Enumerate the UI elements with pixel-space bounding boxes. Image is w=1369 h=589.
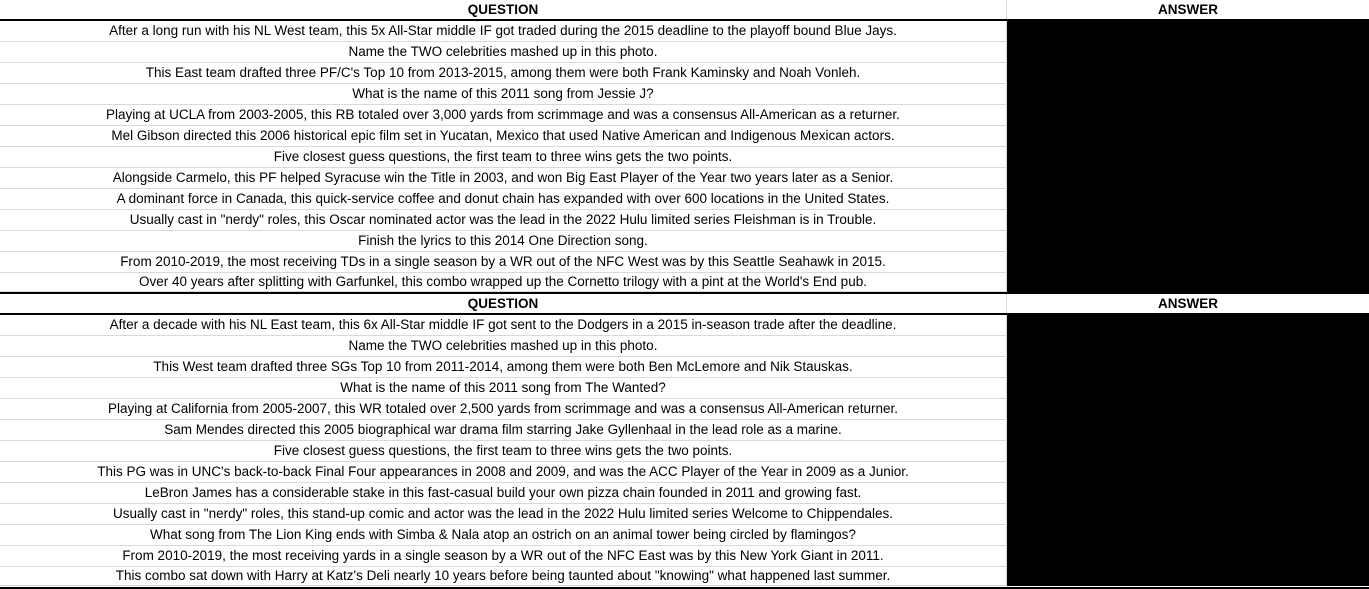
question-header[interactable]: QUESTION bbox=[0, 294, 1007, 313]
header-row bbox=[0, 0, 1369, 21]
question-table-2 bbox=[0, 294, 1369, 586]
table-row bbox=[0, 21, 1369, 42]
answer-header[interactable]: ANSWER bbox=[1158, 2, 1218, 17]
answer-cell[interactable] bbox=[1007, 147, 1369, 168]
question-cell[interactable]: Playing at California from 2005-2007, this WR totaled over 2,500 yards from scrimmage and was a consensus All-American returner. bbox=[0, 399, 1007, 419]
answer-cell[interactable] bbox=[1007, 168, 1369, 189]
table-row bbox=[0, 567, 1369, 586]
table-row bbox=[0, 147, 1369, 168]
question-cell[interactable]: From 2010-2019, the most receiving yards in a single season by a WR out of the NFC East was by this New York Giant in 2011. bbox=[0, 546, 1007, 566]
table-row bbox=[0, 525, 1369, 546]
answer-cell[interactable] bbox=[1007, 546, 1369, 567]
table-row bbox=[0, 357, 1369, 378]
table-row bbox=[0, 483, 1369, 504]
answer-cell[interactable] bbox=[1007, 525, 1369, 546]
question-cell[interactable]: Name the TWO celebrities mashed up in this photo. bbox=[0, 42, 1007, 62]
question-cell[interactable]: Usually cast in "nerdy" roles, this stand-up comic and actor was the lead in the 2022 Hulu limited series Welcome to Chippendales. bbox=[0, 504, 1007, 524]
answer-cell[interactable] bbox=[1007, 483, 1369, 504]
table-row bbox=[0, 126, 1369, 147]
table-row bbox=[0, 441, 1369, 462]
question-cell[interactable]: From 2010-2019, the most receiving TDs in a single season by a WR out of the NFC West was by this Seattle Seahawk in 2015. bbox=[0, 252, 1007, 272]
table-row bbox=[0, 273, 1369, 292]
question-cell[interactable]: Name the TWO celebrities mashed up in this photo. bbox=[0, 336, 1007, 356]
answer-cell[interactable] bbox=[1007, 462, 1369, 483]
question-cell[interactable]: Five closest guess questions, the first team to three wins gets the two points. bbox=[0, 147, 1007, 167]
question-header[interactable]: QUESTION bbox=[0, 0, 1007, 19]
table-row bbox=[0, 420, 1369, 441]
table-row bbox=[0, 42, 1369, 63]
answer-cell[interactable] bbox=[1007, 315, 1369, 336]
answer-cell[interactable] bbox=[1007, 189, 1369, 210]
table-row bbox=[0, 210, 1369, 231]
answer-cell[interactable] bbox=[1007, 42, 1369, 63]
answer-cell[interactable] bbox=[1007, 21, 1369, 42]
answer-cell[interactable] bbox=[1007, 84, 1369, 105]
answer-cell[interactable] bbox=[1007, 63, 1369, 84]
question-cell[interactable]: This combo sat down with Harry at Katz's Deli nearly 10 years before being taunted about "knowing" what happened last summer. bbox=[0, 567, 1007, 585]
answer-cell[interactable] bbox=[1007, 231, 1369, 252]
question-cell[interactable]: This West team drafted three SGs Top 10 from 2011-2014, among them were both Ben McLemore and Nik Stauskas. bbox=[0, 357, 1007, 377]
question-cell[interactable]: Sam Mendes directed this 2005 biographical war drama film starring Jake Gyllenhaal in the lead role as a marine. bbox=[0, 420, 1007, 440]
question-cell[interactable]: After a decade with his NL East team, this 6x All-Star middle IF got sent to the Dodgers in a 2015 in-season trade after the deadline. bbox=[0, 315, 1007, 335]
table-row bbox=[0, 315, 1369, 336]
table-row bbox=[0, 546, 1369, 567]
question-cell[interactable]: A dominant force in Canada, this quick-service coffee and donut chain has expanded with over 600 locations in the United States. bbox=[0, 189, 1007, 209]
answer-cell[interactable] bbox=[1007, 336, 1369, 357]
question-cell[interactable]: Over 40 years after splitting with Garfunkel, this combo wrapped up the Cornetto trilogy with a pint at the World's End pub. bbox=[0, 273, 1007, 291]
header-row bbox=[0, 294, 1369, 315]
table-row bbox=[0, 252, 1369, 273]
table-row bbox=[0, 84, 1369, 105]
answer-cell[interactable] bbox=[1007, 126, 1369, 147]
answer-cell[interactable] bbox=[1007, 357, 1369, 378]
table-row bbox=[0, 105, 1369, 126]
question-cell[interactable]: Finish the lyrics to this 2014 One Direction song. bbox=[0, 231, 1007, 251]
question-cell[interactable]: Alongside Carmelo, this PF helped Syracuse win the Title in 2003, and won Big East Player of the Year two years later as a Senior. bbox=[0, 168, 1007, 188]
question-cell[interactable]: This East team drafted three PF/C's Top 10 from 2013-2015, among them were both Frank Kaminsky and Noah Vonleh. bbox=[0, 63, 1007, 83]
answer-cell[interactable] bbox=[1007, 504, 1369, 525]
answer-cell[interactable] bbox=[1007, 252, 1369, 273]
question-cell[interactable]: What is the name of this 2011 song from Jessie J? bbox=[0, 84, 1007, 104]
answer-cell[interactable] bbox=[1007, 567, 1369, 586]
answer-cell[interactable] bbox=[1007, 399, 1369, 420]
table-row bbox=[0, 504, 1369, 525]
question-cell[interactable]: This PG was in UNC's back-to-back Final Four appearances in 2008 and 2009, and was the ACC Player of the Year in 2009 as a Junior. bbox=[0, 462, 1007, 482]
question-cell[interactable]: What song from The Lion King ends with Simba & Nala atop an ostrich on an animal tower being circled by flamingos? bbox=[0, 525, 1007, 545]
question-cell[interactable]: After a long run with his NL West team, this 5x All-Star middle IF got traded during the 2015 deadline to the playoff bound Blue Jays. bbox=[0, 21, 1007, 41]
answer-cell[interactable] bbox=[1007, 441, 1369, 462]
table-row bbox=[0, 63, 1369, 84]
question-cell[interactable]: Five closest guess questions, the first team to three wins gets the two points. bbox=[0, 441, 1007, 461]
answer-cell[interactable] bbox=[1007, 105, 1369, 126]
question-cell[interactable]: LeBron James has a considerable stake in this fast-casual build your own pizza chain founded in 2011 and growing fast. bbox=[0, 483, 1007, 503]
answer-cell[interactable] bbox=[1007, 378, 1369, 399]
answer-cell[interactable] bbox=[1007, 210, 1369, 231]
question-cell[interactable]: Playing at UCLA from 2003-2005, this RB totaled over 3,000 yards from scrimmage and was a consensus All-American as a returner. bbox=[0, 105, 1007, 125]
answer-cell[interactable] bbox=[1007, 273, 1369, 292]
table-row bbox=[0, 168, 1369, 189]
table-row bbox=[0, 231, 1369, 252]
question-cell[interactable]: Mel Gibson directed this 2006 historical epic film set in Yucatan, Mexico that used Native American and Indigenous Mexican actors. bbox=[0, 126, 1007, 146]
table-row bbox=[0, 378, 1369, 399]
table-row bbox=[0, 189, 1369, 210]
table-row bbox=[0, 336, 1369, 357]
question-cell[interactable]: What is the name of this 2011 song from The Wanted? bbox=[0, 378, 1007, 398]
table-row bbox=[0, 462, 1369, 483]
answer-cell[interactable] bbox=[1007, 420, 1369, 441]
table-row bbox=[0, 399, 1369, 420]
answer-header[interactable]: ANSWER bbox=[1158, 296, 1218, 311]
question-table-1 bbox=[0, 0, 1369, 292]
question-cell[interactable]: Usually cast in "nerdy" roles, this Oscar nominated actor was the lead in the 2022 Hulu limited series Fleishman is in Trouble. bbox=[0, 210, 1007, 230]
